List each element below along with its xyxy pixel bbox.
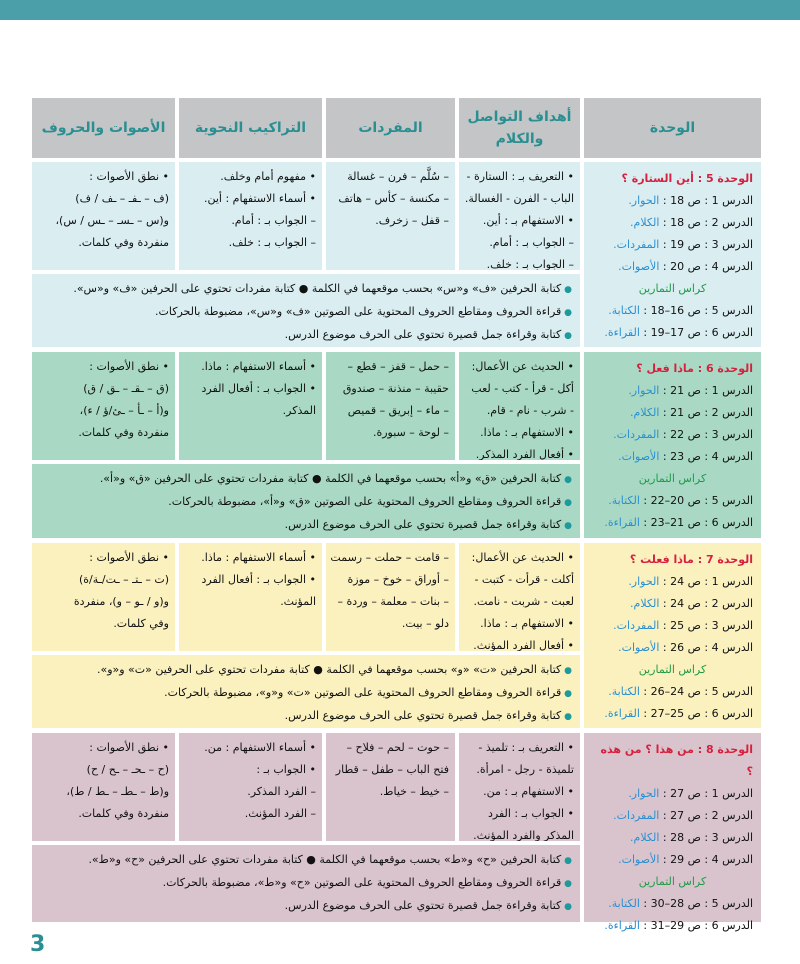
page-number: 3	[30, 932, 46, 957]
header-grammar: التراكيب النحوية	[179, 98, 322, 158]
sounds-line: • نطق الأصوات :	[89, 741, 169, 754]
lesson-label: الدرس 4 : ص 20 :	[659, 260, 753, 273]
goals-line: أكلت - قرأت - كتبت -	[474, 573, 574, 586]
unit-5-goals-cell	[459, 162, 580, 270]
exercise-book-label: كراس التمارين	[638, 282, 707, 295]
unit-6-sounds-cell	[32, 352, 175, 460]
goals-line: - شرب - نام - قام.	[486, 404, 574, 417]
goals-line: • الحديث عن الأعمال:	[471, 551, 574, 564]
lesson-topic-link[interactable]: الأصوات.	[618, 260, 660, 273]
exercise-book-label: كراس التمارين	[638, 472, 707, 485]
unit-title: الوحدة 7 : ماذا فعلت ؟	[629, 553, 753, 566]
lesson-topic-link[interactable]: الكلام.	[630, 216, 660, 229]
lesson-label: الدرس 5 : ص 16–18 :	[639, 304, 753, 317]
sounds-line: منفردة وفي كلمات.	[78, 236, 169, 249]
unit-7-summary	[32, 655, 580, 728]
unit-7-lessons-cell	[584, 543, 761, 728]
unit-8-vocab-cell	[326, 733, 455, 841]
lesson-label: الدرس 3 : ص 28 :	[659, 831, 753, 844]
unit-title: الوحدة 6 : ماذا فعل ؟	[636, 362, 753, 375]
lesson-line	[592, 380, 753, 402]
grammar-line: المؤنث.	[280, 595, 316, 608]
lesson-label: الدرس 3 : ص 22 :	[659, 428, 753, 441]
lesson-topic-link[interactable]: الأصوات.	[618, 853, 660, 866]
header-sounds: الأصوات والحروف	[32, 98, 175, 158]
sounds-line: منفردة وفي كلمات.	[78, 807, 169, 820]
lesson-line	[592, 512, 753, 534]
vocab-line: – قامت – حملت – رسمت	[330, 551, 449, 564]
goals-line: • الحديث عن الأعمال:	[471, 360, 574, 373]
unit-5-summary	[32, 274, 580, 347]
grammar-line: المذكر.	[282, 404, 316, 417]
unit-8-sounds-cell	[32, 733, 175, 841]
lesson-label: الدرس 2 : ص 24 :	[659, 597, 753, 610]
grammar-line: • أسماء الاستفهام : من.	[204, 741, 316, 754]
goals-line: • الاستفهام بـ : أين.	[482, 214, 574, 227]
lesson-label: الدرس 1 : ص 27 :	[659, 787, 753, 800]
lesson-line	[592, 256, 753, 278]
unit-5-lessons-cell	[584, 162, 761, 347]
grammar-line: • أسماء الاستفهام : ماذا.	[201, 551, 316, 564]
lesson-label: الدرس 5 : ص 24–26 :	[639, 685, 753, 698]
header-goals: أهداف التواصل والكلام	[459, 98, 580, 158]
lesson-line	[592, 190, 753, 212]
lesson-topic-link[interactable]: الحوار.	[628, 575, 660, 588]
goals-line: الباب - الفرن - الغسالة.	[464, 192, 574, 205]
sounds-line: (ق – ـقـ – ـق / ق)	[83, 382, 169, 395]
lesson-label: الدرس 5 : ص 28–30 :	[639, 897, 753, 910]
sounds-line: و(س – ـسـ – ـس / س)،	[55, 214, 169, 227]
sounds-line: (ت – ـتـ – ـت/ـة/ة)	[78, 573, 169, 586]
exercise-book-label: كراس التمارين	[638, 663, 707, 676]
goals-line: • الجواب بـ : الفرد	[487, 807, 574, 820]
goals-line: • الاستفهام بـ : ماذا.	[480, 426, 574, 439]
lesson-line	[592, 402, 753, 424]
lesson-topic-link[interactable]: المفردات.	[613, 809, 660, 822]
lesson-label: الدرس 4 : ص 26 :	[659, 641, 753, 654]
header-unit: الوحدة	[584, 98, 761, 158]
vocab-line: – حوت – لحم – فلاح –	[346, 741, 449, 754]
lesson-label: الدرس 6 : ص 17–19 :	[639, 326, 753, 339]
goals-line: • أفعال الفرد المذكر.	[475, 448, 574, 460]
lesson-line	[592, 915, 753, 937]
grammar-line: – الجواب بـ : خلف.	[228, 236, 316, 249]
unit-6-grammar-cell	[179, 352, 322, 460]
lesson-line	[592, 593, 753, 615]
sounds-line: منفردة وفي كلمات.	[78, 426, 169, 439]
vocab-line: – خيط – خياط.	[379, 785, 449, 798]
unit-6-goals-cell	[459, 352, 580, 460]
lesson-line	[592, 212, 753, 234]
sounds-line: (ف – ـفـ – ـف / ف)	[75, 192, 169, 205]
grammar-line: – الفرد المذكر.	[247, 785, 316, 798]
lesson-topic-link[interactable]: الكتابة.	[608, 685, 640, 698]
lesson-topic-link[interactable]: الحوار.	[628, 787, 660, 800]
lesson-line	[592, 637, 753, 659]
grammar-line: • الجواب بـ :	[256, 763, 316, 776]
lesson-topic-link[interactable]: الكلام.	[630, 597, 660, 610]
lesson-topic-link[interactable]: القراءة.	[604, 326, 640, 339]
vocab-line: دلو – بيت.	[401, 617, 449, 630]
sounds-line: و(ط – ـطـ – ـط / ط)،	[66, 785, 169, 798]
lesson-topic-link[interactable]: الأصوات.	[618, 641, 660, 654]
unit-title: الوحدة 8 : من هذا ؟ من هذه ؟	[600, 743, 753, 778]
unit-5-grammar-cell	[179, 162, 322, 270]
summary-line: ● قراءة الحروف ومقاطع الحروف المحتوية على الصوتين «ت» و«و»، مضبوطة بالحركات.	[40, 682, 572, 705]
lesson-line	[592, 615, 753, 637]
grammar-line: • مفهوم أمام وخلف.	[220, 170, 316, 183]
goals-line: المذكر والفرد المؤنث.	[473, 829, 574, 841]
unit-title: الوحدة 5 : أين الستارة ؟	[621, 172, 753, 185]
lesson-line	[592, 490, 753, 512]
unit-8-goals-cell	[459, 733, 580, 841]
lesson-topic-link[interactable]: الكلام.	[630, 406, 660, 419]
lesson-line	[592, 893, 753, 915]
unit-5-sounds-cell	[32, 162, 175, 270]
vocab-line: – حمل – قفز – قطع –	[347, 360, 449, 373]
lesson-label: الدرس 6 : ص 29–31 :	[639, 919, 753, 932]
lesson-label: الدرس 6 : ص 21–23 :	[639, 516, 753, 529]
sounds-line: • نطق الأصوات :	[89, 360, 169, 373]
lesson-line	[592, 234, 753, 256]
summary-line: ● قراءة الحروف ومقاطع الحروف المحتوية على الصوتين «ف» و«س»، مضبوطة بالحركات.	[40, 301, 572, 324]
lesson-label: الدرس 3 : ص 19 :	[659, 238, 753, 251]
summary-line: ● كتابة الحرفين «ح» و«ط» بحسب موقعهما في الكلمة ● كتابة مفردات تحتوي على الحرفين «ح» و«ط».	[40, 849, 572, 872]
lesson-line	[592, 805, 753, 827]
lesson-label: الدرس 5 : ص 20–22 :	[639, 494, 753, 507]
vocab-line: حقيبة – منذنة – صندوق	[342, 382, 449, 395]
unit-7-grammar-cell	[179, 543, 322, 651]
lesson-line	[592, 681, 753, 703]
goals-line: – الجواب بـ : أمام.	[489, 236, 574, 249]
lesson-topic-link[interactable]: القراءة.	[604, 707, 640, 720]
unit-6-vocab-cell	[326, 352, 455, 460]
vocab-line: فتح الباب – طفل – قطار	[335, 763, 449, 776]
grammar-line: • الجواب بـ : أفعال الفرد	[201, 573, 316, 586]
lesson-label: الدرس 4 : ص 23 :	[659, 450, 753, 463]
goals-line: • أفعال الفرد المؤنث.	[473, 639, 574, 651]
sounds-line: (ح – ـحـ – ـح / ح)	[86, 763, 169, 776]
grammar-line: – الجواب بـ : أمام.	[231, 214, 316, 227]
vocab-line: – لوحة – سبورة.	[372, 426, 449, 439]
unit-7-sounds-cell	[32, 543, 175, 651]
unit-6-lessons-cell	[584, 352, 761, 538]
lesson-label: الدرس 1 : ص 18 :	[659, 194, 753, 207]
unit-5-vocab-cell	[326, 162, 455, 270]
vocab-line: – مكنسة – كأس – هاتف	[338, 192, 449, 205]
lesson-topic-link[interactable]: الأصوات.	[618, 450, 660, 463]
goals-line: • الاستفهام بـ : ماذا.	[480, 617, 574, 630]
lesson-line	[592, 300, 753, 322]
summary-line: ● قراءة الحروف ومقاطع الحروف المحتوية على الصوتين «ق» و«أ»، مضبوطة بالحركات.	[40, 491, 572, 514]
summary-line: ● كتابة وقراءة جمل قصيرة تحتوي على الحرف موضوع الدرس.	[40, 324, 572, 347]
unit-7-vocab-cell	[326, 543, 455, 651]
goals-line: لعبت - شربت - نامت.	[473, 595, 574, 608]
lesson-label: الدرس 1 : ص 21 :	[659, 384, 753, 397]
sounds-line: و(و / ـو – و)، منفردة	[73, 595, 169, 608]
lesson-label: الدرس 2 : ص 21 :	[659, 406, 753, 419]
lesson-topic-link[interactable]: الحوار.	[628, 384, 660, 397]
lesson-line	[592, 783, 753, 805]
vocab-line: – قفل – زخرف.	[375, 214, 449, 227]
lesson-topic-link[interactable]: الكلام.	[630, 831, 660, 844]
lesson-topic-link[interactable]: الكتابة.	[608, 494, 640, 507]
lesson-label: الدرس 4 : ص 29 :	[659, 853, 753, 866]
lesson-topic-link[interactable]: الكتابة.	[608, 304, 640, 317]
lesson-label: الدرس 2 : ص 27 :	[659, 809, 753, 822]
summary-line: ● كتابة وقراءة جمل قصيرة تحتوي على الحرف موضوع الدرس.	[40, 705, 572, 728]
sounds-line: وفي كلمات.	[113, 617, 169, 630]
summary-line: ● قراءة الحروف ومقاطع الحروف المحتوية على الصوتين «ح» و«ط»، مضبوطة بالحركات.	[40, 872, 572, 895]
goals-line: أكل - قرأ - كتب - لعب	[471, 382, 574, 395]
lesson-line	[592, 424, 753, 446]
goals-line: تلميذة - رجل - امرأة.	[476, 763, 574, 776]
vocab-line: – ماء – إبريق – قميص	[347, 404, 449, 417]
grammar-line: – الفرد المؤنث.	[244, 807, 316, 820]
lesson-line	[592, 849, 753, 871]
summary-line: ● كتابة وقراءة جمل قصيرة تحتوي على الحرف موضوع الدرس.	[40, 895, 572, 918]
unit-8-grammar-cell	[179, 733, 322, 841]
summary-line: ● كتابة الحرفين «ت» «و» بحسب موقعهما في الكلمة ● كتابة مفردات تحتوي على الحرفين «ت» و«و».	[40, 659, 572, 682]
grammar-line: • أسماء الاستفهام : ماذا.	[201, 360, 316, 373]
goals-line: – الجواب بـ : خلف.	[486, 258, 574, 270]
goals-line: • التعريف بـ : تلميذ -	[478, 741, 574, 754]
grammar-line: • أسماء الاستفهام : أين.	[204, 192, 316, 205]
lesson-topic-link[interactable]: المفردات.	[613, 619, 660, 632]
unit-8-summary	[32, 845, 580, 922]
lesson-topic-link[interactable]: القراءة.	[604, 516, 640, 529]
lesson-topic-link[interactable]: القراءة.	[604, 919, 640, 932]
lesson-line	[592, 703, 753, 725]
lesson-topic-link[interactable]: المفردات.	[613, 428, 660, 441]
lesson-label: الدرس 1 : ص 24 :	[659, 575, 753, 588]
lesson-label: الدرس 2 : ص 18 :	[659, 216, 753, 229]
sounds-line: و(أ – ـأ – ـئ/ؤ / ء)،	[79, 404, 169, 417]
lesson-line	[592, 322, 753, 344]
goals-line: • التعريف بـ : الستارة -	[466, 170, 574, 183]
lesson-topic-link[interactable]: المفردات.	[613, 238, 660, 251]
unit-8-lessons-cell	[584, 733, 761, 932]
vocab-line: – أوراق – خوخ – موزة	[347, 573, 449, 586]
summary-line: ● كتابة الحرفين «ق» و«أ» بحسب موقعهما في الكلمة ● كتابة مفردات تحتوي على الحرفين «ق» و«أ».	[40, 468, 572, 491]
unit-6-summary	[32, 464, 580, 538]
top-bar	[0, 0, 800, 20]
grammar-line: • الجواب بـ : أفعال الفرد	[201, 382, 316, 395]
exercise-book-label: كراس التمارين	[638, 875, 707, 888]
vocab-line: – بنات – معلمة – وردة –	[337, 595, 449, 608]
lesson-line	[592, 446, 753, 468]
unit-7-goals-cell	[459, 543, 580, 651]
sounds-line: • نطق الأصوات :	[89, 551, 169, 564]
vocab-line: – سُلَّم – فرن – غسالة	[347, 170, 449, 183]
lesson-label: الدرس 6 : ص 25–27 :	[639, 707, 753, 720]
lesson-line	[592, 827, 753, 849]
lesson-label: الدرس 3 : ص 25 :	[659, 619, 753, 632]
lesson-topic-link[interactable]: الكتابة.	[608, 897, 640, 910]
lesson-topic-link[interactable]: الحوار.	[628, 194, 660, 207]
lesson-line	[592, 571, 753, 593]
summary-line: ● كتابة وقراءة جمل قصيرة تحتوي على الحرف موضوع الدرس.	[40, 514, 572, 537]
goals-line: • الاستفهام بـ : من.	[483, 785, 574, 798]
sounds-line: • نطق الأصوات :	[89, 170, 169, 183]
summary-line: ● كتابة الحرفين «ف» و«س» بحسب موقعهما في الكلمة ● كتابة مفردات تحتوي على الحرفين «ف» و«س».	[40, 278, 572, 301]
header-vocab: المفردات	[326, 98, 455, 158]
